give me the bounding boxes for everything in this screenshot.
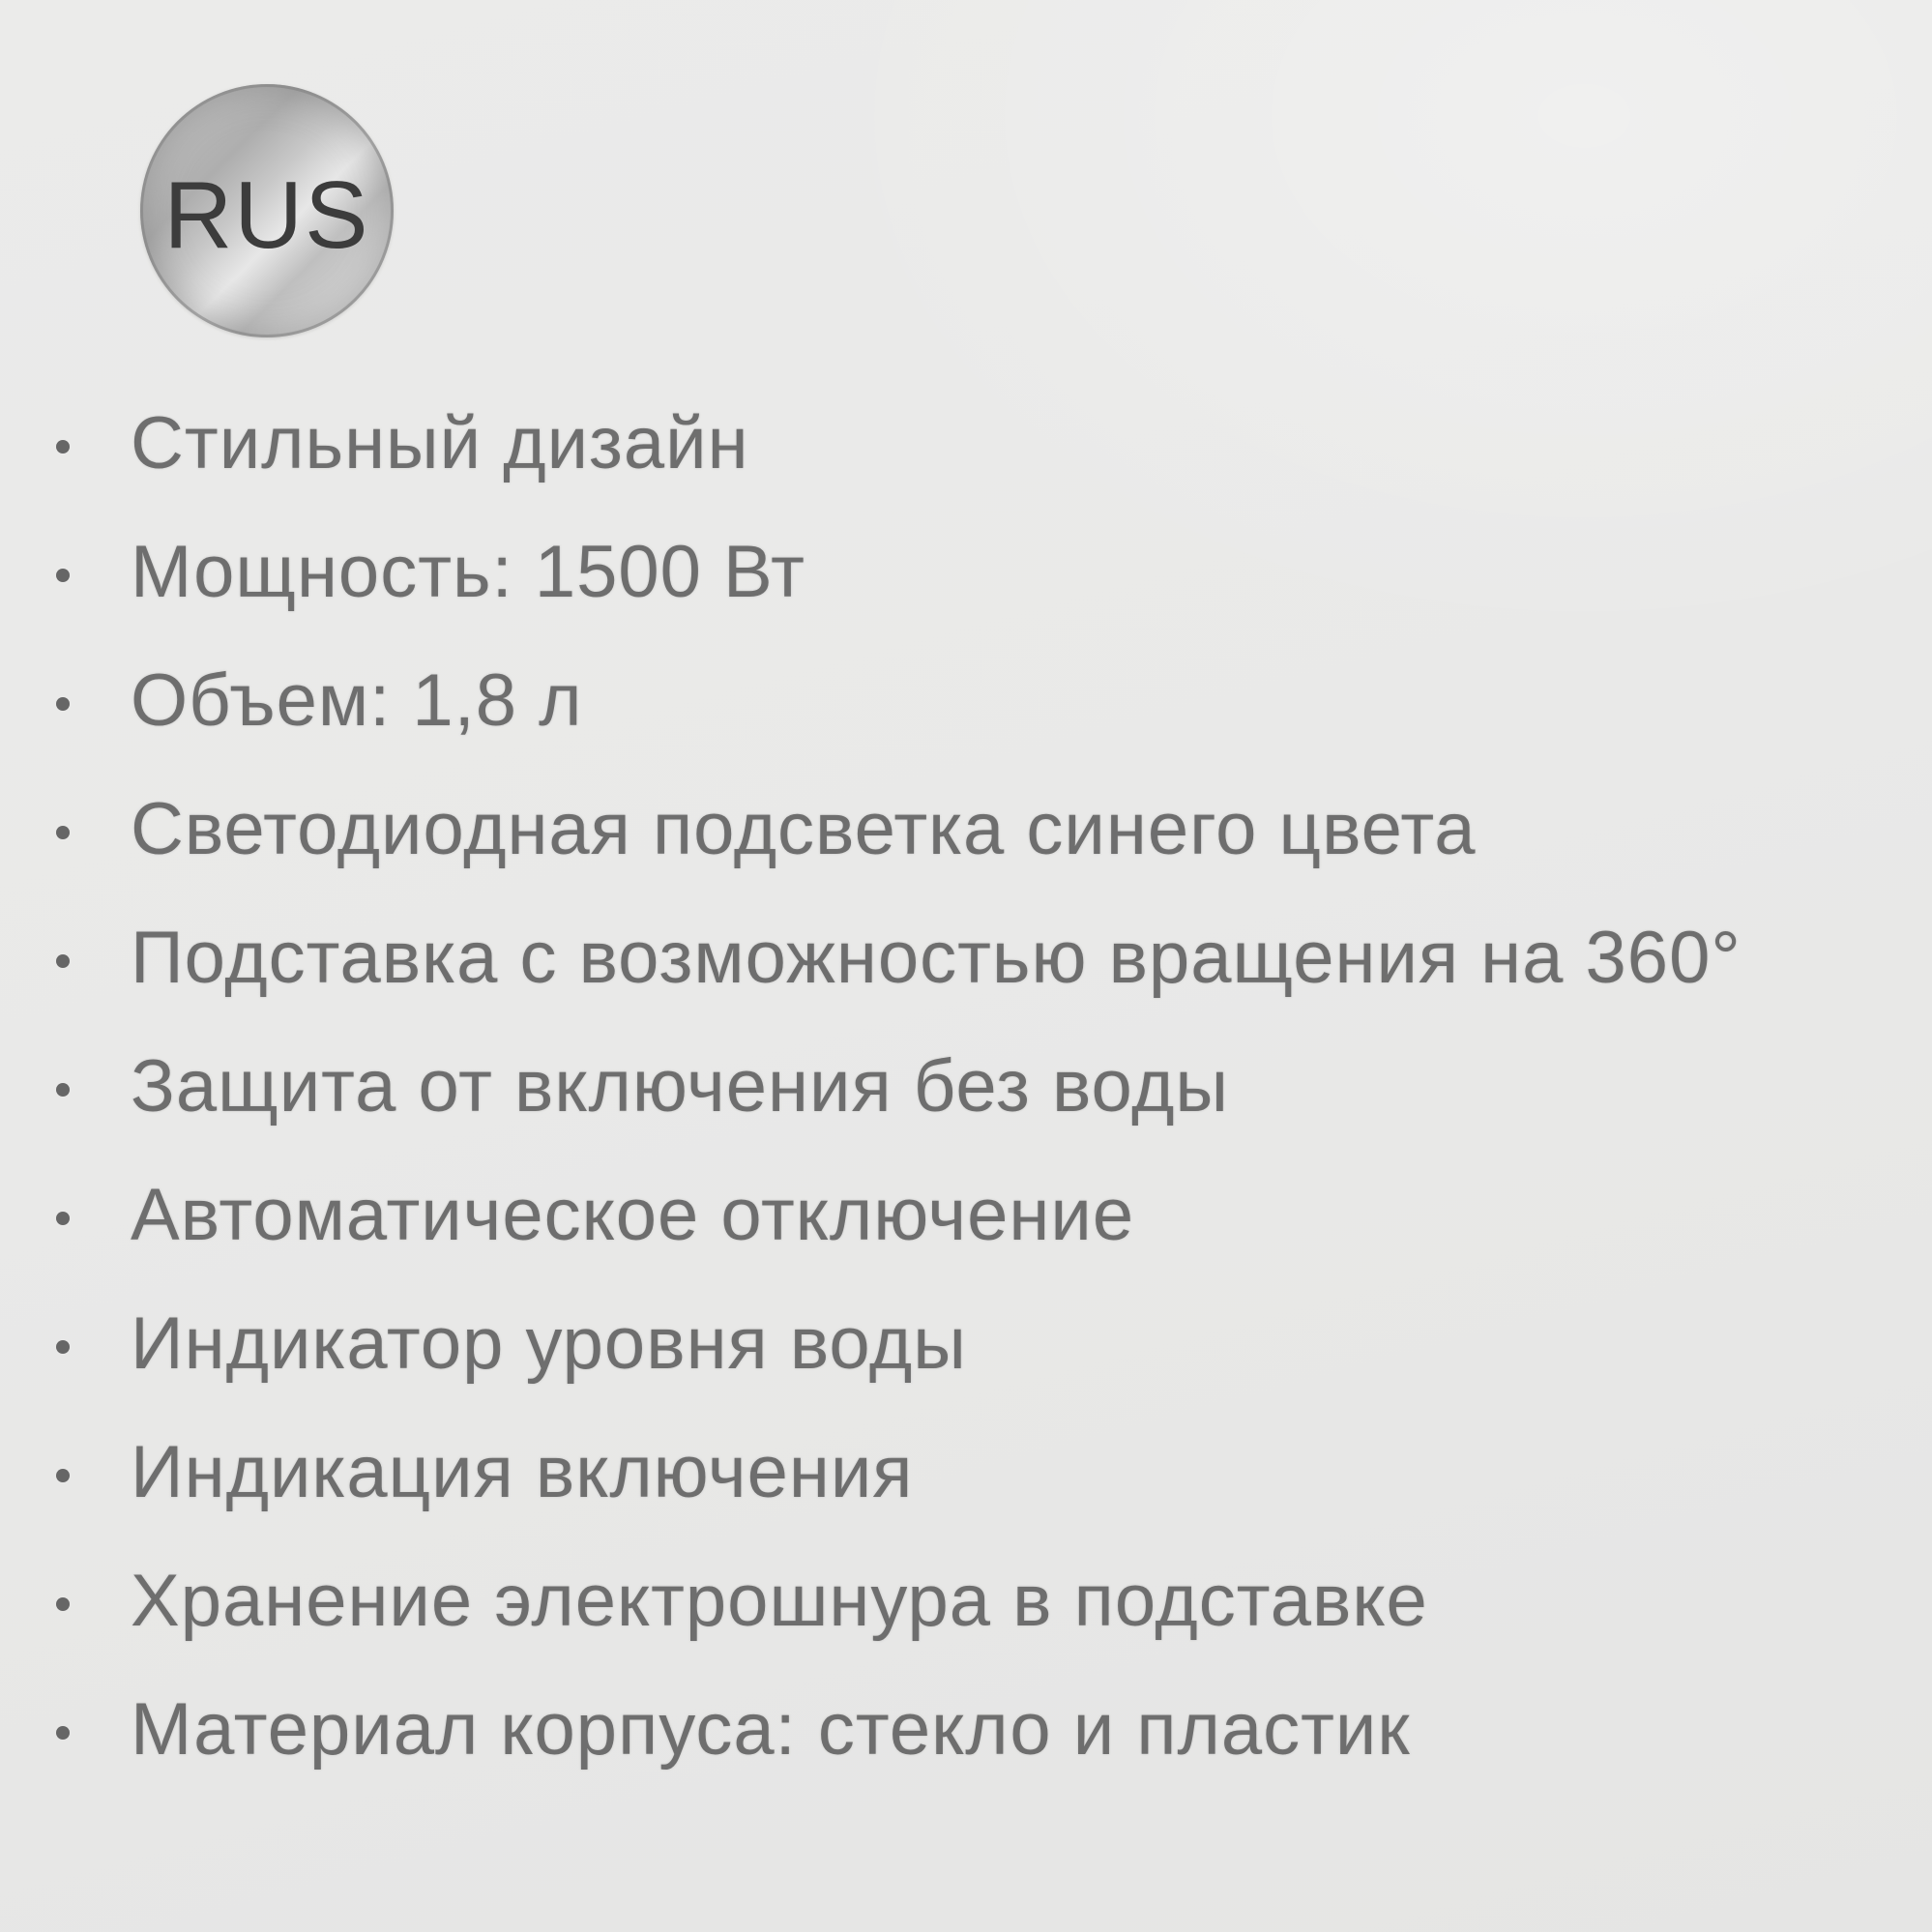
list-item [0,765,1932,893]
list-item-text: Подставка с возможностью вращения на 360° [131,917,1742,999]
bullet-icon [56,1469,70,1482]
list-item [0,1408,1932,1537]
bullet-icon [56,569,70,582]
list-item [0,379,1932,508]
bullet-icon [56,1726,70,1740]
list-item [0,1665,1932,1794]
bullet-icon [56,1083,70,1097]
list-item-text: Индикатор уровня воды [131,1303,967,1385]
bullet-icon [56,1212,70,1225]
list-item [0,1279,1932,1408]
list-item [0,636,1932,765]
bullet-icon [56,954,70,968]
list-item-text: Материал корпуса: стекло и пластик [131,1688,1411,1771]
list-item-text: Объем: 1,8 л [131,659,583,742]
list-item [0,1537,1932,1665]
list-item [0,893,1932,1022]
bullet-icon [56,440,70,454]
list-item-text: Мощность: 1500 Вт [131,531,805,613]
list-item-text: Защита от включения без воды [131,1045,1230,1127]
rus-badge-label: RUS [163,161,370,268]
list-item [0,1151,1932,1279]
list-item-text: Индикация включения [131,1431,914,1513]
bullet-icon [56,697,70,711]
rus-badge [140,84,394,337]
bullet-icon [56,1597,70,1611]
list-item-text: Хранение электрошнура в подставке [131,1560,1428,1642]
list-item-text: Автоматическое отключение [131,1174,1135,1256]
feature-list [0,379,1932,1794]
list-item-text: Светодиодная подсветка синего цвета [131,788,1477,870]
list-item-text: Стильный дизайн [131,402,749,484]
bullet-icon [56,1340,70,1354]
list-item [0,508,1932,636]
bullet-icon [56,826,70,839]
list-item [0,1022,1932,1151]
